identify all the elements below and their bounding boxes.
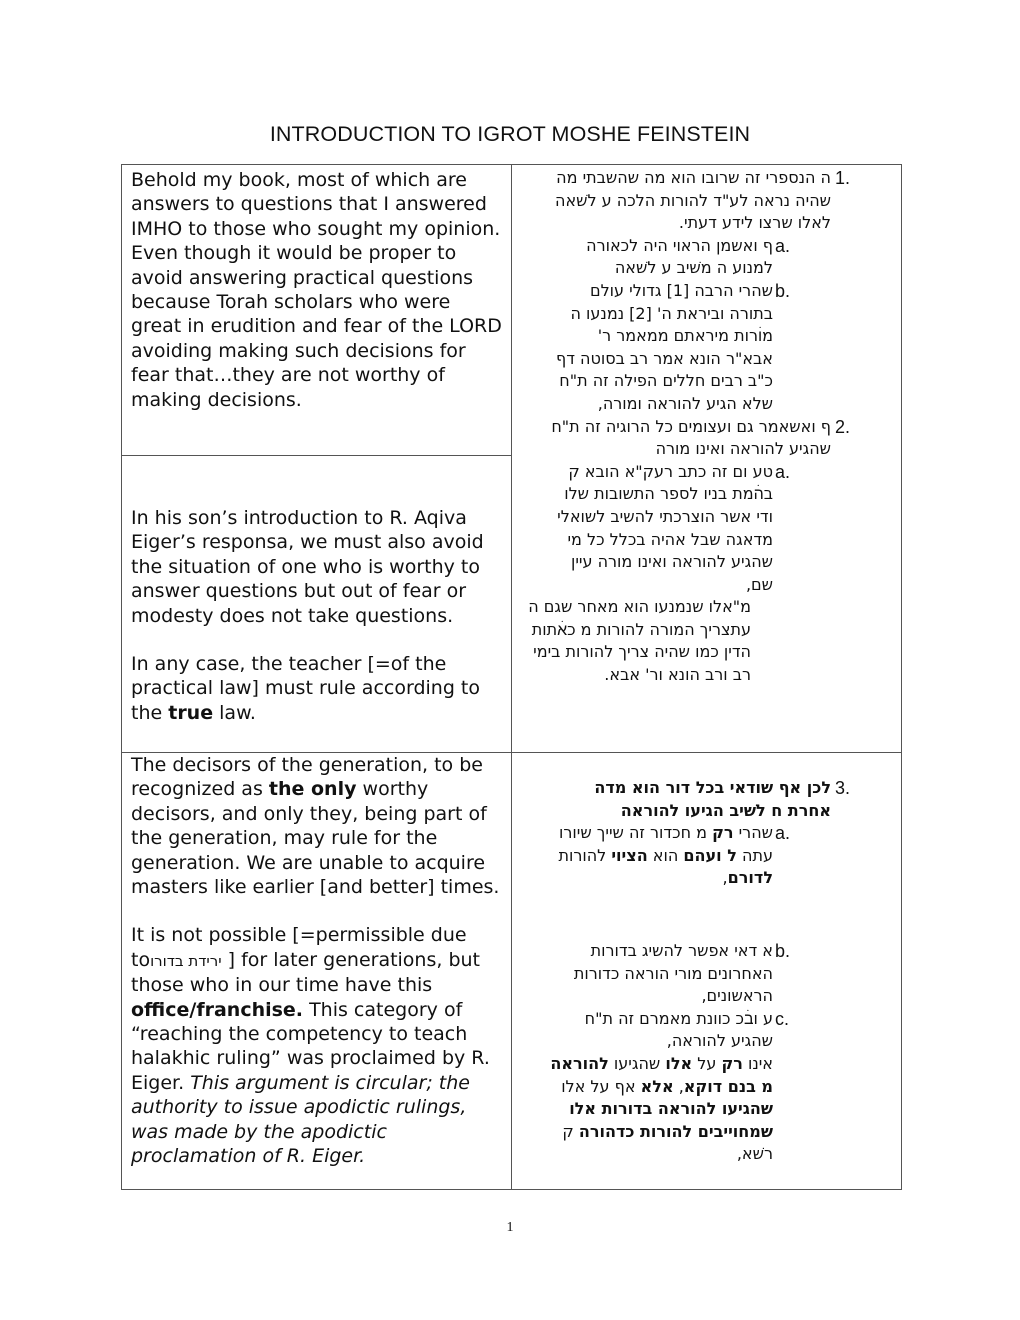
hebrew-text: א דאי אפשר להשיג בדורות האחרונים מורי הוראה כדורות הראשונים, <box>573 940 773 1006</box>
english-paragraph: In any case, the teacher [=of the practical law] must rule according to the true law. <box>131 653 481 724</box>
english-paragraph: It is not possible [=permissible due toירידת בדורו ] for later generations, but those who in our time have this office/franchise. This category of “reaching the competency to teach halakhic ruling” was proclaimed by R. Eiger. This argument is circular; the authority to issue apodictic rulings, was made by the apodictic proclamation of R. Eiger. <box>131 924 490 1168</box>
hebrew-item-3b: b. א דאי אפשר להשיג בדורות האחרונים מורי הוראה כדורות הראשונים, <box>512 940 901 1008</box>
hebrew-cell <box>512 753 902 1190</box>
english-cell <box>122 753 512 1190</box>
hebrew-item-2a: a. טע ום זה כתב רעק"א הובא ק בהׄמת בניו לספר התשובות שלו ודי אשר הוצרכתי להשיב לשואלי מדאגה שבל אהיה בכלל כל מי שהגיע להוראה ואינו מורה עיין שם, <box>512 461 901 597</box>
english-paragraph: The decisors of the generation, to be recognized as the only worthy decisors, and only they, being part of the generation, may rule for the generation. We are unable to acquire masters like earlier [and better] times. <box>131 754 500 899</box>
hebrew-text: ה הנספרי זה שרובו הוא מה שהשבתי מה שהיה נראה לע"ד להורות הלכה ע לשׁאה לאלו שרצו לידע דעתי. <box>555 168 831 233</box>
hebrew-text: אינו רק על אלו שהגיעו להוראה מ בנם דוקא, אלא אף על אלו שהגיעו להוראה בדורות אלו שמחוייבים להורות כדהורה ק רשׁא, <box>550 1053 773 1164</box>
hebrew-text: ף ואשאמר גם ועצומים כל הרוגיה זה ת"ח שהגיע להוראה ואינו מורה <box>551 416 831 459</box>
hebrew-text: ע ובׄכ כוונת מאמרם זה ת"ח שהגיע להוראה, <box>584 1008 773 1051</box>
hebrew-text: שהרי הרבה [1] גדולי עולם בתורה וביראת ה' [2] נמנעו ה מוׄרות מיראתם ממאמר ר' אבא"ר הונא אמר רב בסוטה דף כ"ב רבים חללים הפילה זה ת"ח שלא הגיע להוראה ומורה, <box>555 280 773 413</box>
table-row <box>122 165 902 456</box>
english-paragraph: In his son’s introduction to R. Aqiva Eiger’s responsa, we must also avoid the situation of one who is worthy to answer questions but out of fear or modesty does not take questions. <box>131 507 484 627</box>
hebrew-text: טע ום זה כתב רעק"א הובא ק בהׄמת בניו לספר התשובות שלו ודי אשר הוצרכתי להשיב לשואלי מדאגה שבל אהיה בכלל כל מי שהגיע להוראה ואינו מורה עיין שם, <box>557 461 773 594</box>
hebrew-text: לכן אף שודאי בכל דור הוא מדה אחרת ח לשׁיב הגיעו להוראה <box>594 778 831 820</box>
english-paragraph: Behold my book, most of which are answers to questions that I answered IMHO to those who sought my opinion. Even though it would be proper to avoid answering practical questions because Torah scholars who were great in erudition and fear of the LORD avoiding making such decisions for fear that…they are not worthy of making decisions. <box>131 169 502 411</box>
english-cell <box>122 165 512 456</box>
english-cell <box>122 456 512 753</box>
page-number: 1 <box>506 1220 514 1235</box>
hebrew-cell <box>512 165 902 753</box>
hebrew-item-1: 1. ה הנספרי זה שרובו הוא מה שהשבתי מה שהיה נראה לע"ד להורות הלכה ע לשׁאה לאלו שרצו לידע דעתי. <box>512 167 901 235</box>
hebrew-item-1a: a. ף ואשמן הראוי היה לכאורה למנוע ה משׁיב ע לשׁאה <box>512 235 901 280</box>
page-title: INTRODUCTION TO IGROT MOSHE FEINSTEIN <box>269 122 751 146</box>
hebrew-text: שהרי רק מ חכדור זה שייך שיורו עתה ל ועהם הוא הציוי להורות לדורם, <box>558 823 773 888</box>
hebrew-item-2a-continuation: מ"אלו שנמנעו הוא מאחר שגם ה עתצריך המורה להורות מ כאׄתות הדין כמו שהיה צריך להורות בימי רב ורב הונא ור' אבא. <box>528 597 751 685</box>
hebrew-text: ף ואשמן הראוי היה לכאורה למנוע ה משׁיב ע לשׁאה <box>586 235 773 278</box>
hebrew-item-3a: a. שהרי רק מ חכדור זה שייך שיורו עתה ל ועהם הוא הציוי להורות לדורם, <box>512 822 901 890</box>
hebrew-item-3: 3. לכן אף שודאי בכל דור הוא מדה אחרת ח לשׁיב הגיעו להוראה <box>512 777 901 822</box>
hebrew-item-1b: b. שהרי הרבה [1] גדולי עולם בתורה וביראת ה' [2] נמנעו ה מוׄרות מיראתם ממאמר ר' אבא"ר הונא אמר רב בסוטה דף כ"ב רבים חללים הפילה זה ת"ח שלא הגיע להוראה ומורה, <box>512 280 901 416</box>
bilingual-table <box>121 164 902 1190</box>
hebrew-item-3c: c. ע ובׄכ כוונת מאמרם זה ת"ח שהגיע להוראה, אינו רק על אלו שהגיעו להוראה מ בנם דוקא, אלא אף על אלו שהגיעו להוראה בדורות אלו שמחוייבים להורות כדהורה ק רשׁא, <box>512 1008 901 1166</box>
table-row <box>122 753 902 1190</box>
hebrew-item-2: 2. ף ואשאמר גם ועצומים כל הרוגיה זה ת"ח שהגיע להוראה ואינו מורה <box>512 416 901 461</box>
